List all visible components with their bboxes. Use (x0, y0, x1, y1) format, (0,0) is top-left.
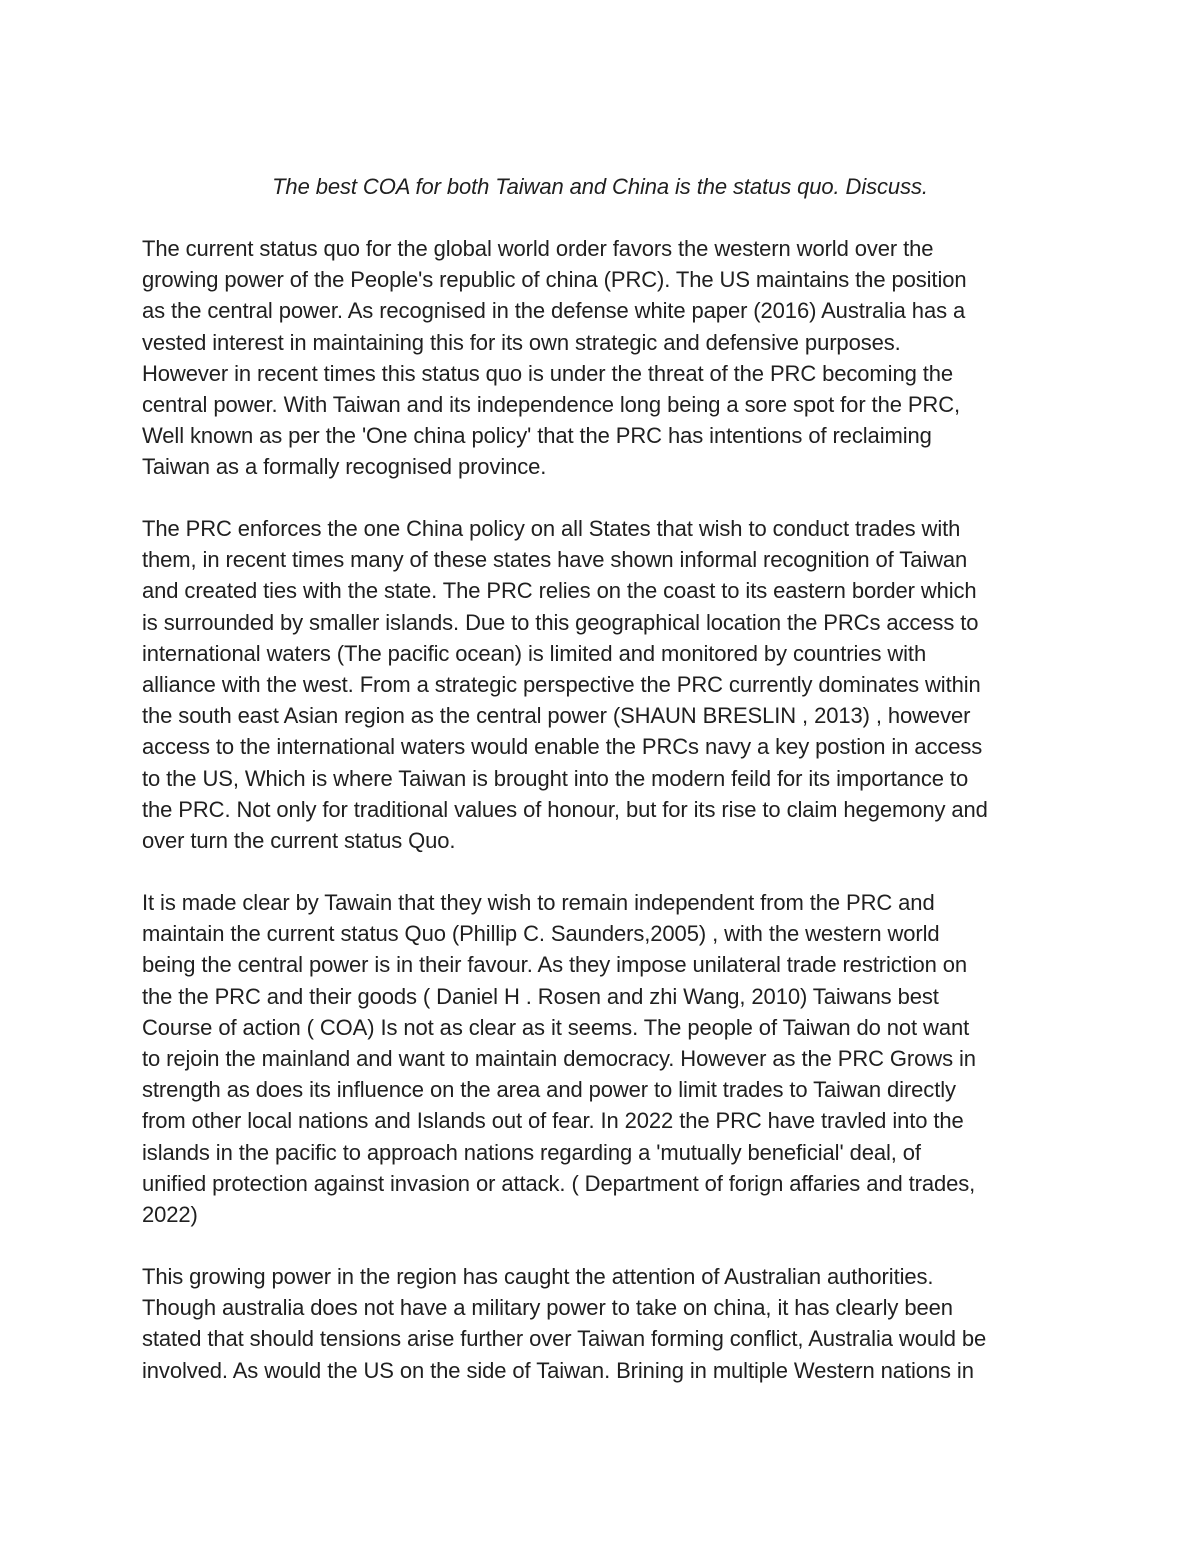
text-line: access to the international waters would enable the PRCs navy a key postion in access (142, 734, 983, 760)
text-line: international waters (The pacific ocean) is limited and monitored by countries with (142, 640, 927, 666)
text-line: Course of action ( COA) Is not as clear as it seems. The people of Taiwan do not want (142, 1014, 970, 1040)
text-line: them, in recent times many of these states have shown informal recognition of Taiwan (142, 547, 968, 573)
paragraph-2 (142, 513, 1072, 856)
text-line: stated that should tensions arise further over Taiwan forming conflict, Australia would be (142, 1326, 987, 1352)
text-line: as the central power. As recognised in the defense white paper (2016) Australia has a (142, 298, 966, 324)
text-line: the PRC. Not only for traditional values of honour, but for its rise to claim hegemony and (142, 796, 988, 822)
text-line: unified protection against invasion or attack. ( Department of forign affaries and trades, (142, 1170, 976, 1196)
text-line: being the central power is in their favour. As they impose unilateral trade restriction on (142, 952, 968, 978)
text-line: growing power of the People's republic of china (PRC). The US maintains the position (142, 267, 967, 293)
text-line: vested interest in maintaining this for its own strategic and defensive purposes. (142, 329, 901, 355)
text-line: central power. With Taiwan and its independence long being a sore spot for the PRC, (142, 391, 961, 417)
paragraph-3 (142, 887, 1072, 1230)
text-line: to rejoin the mainland and want to maintain democracy. However as the PRC Grows in (142, 1045, 976, 1071)
document-title: The best COA for both Taiwan and China is the status quo. Discuss. (272, 174, 928, 199)
text-line: from other local nations and Islands out of fear. In 2022 the PRC have travled into the (142, 1108, 964, 1134)
text-line: alliance with the west. From a strategic perspective the PRC currently dominates within (142, 671, 981, 697)
text-line: It is made clear by Tawain that they wish to remain independent from the PRC and (142, 890, 935, 915)
text-line: to the US, Which is where Taiwan is brought into the modern feild for its importance to (142, 765, 969, 791)
text-line: 2022) (142, 1201, 198, 1227)
paragraph-4 (142, 1261, 1072, 1386)
text-line: Taiwan as a formally recognised province. (142, 454, 547, 480)
text-line: Though australia does not have a military power to take on china, it has clearly been (142, 1295, 953, 1321)
text-line: However in recent times this status quo is under the threat of the PRC becoming the (142, 360, 954, 386)
text-line: Well known as per the 'One china policy' that the PRC has intentions of reclaiming (142, 423, 932, 449)
text-line: the south east Asian region as the central power (SHAUN BRESLIN , 2013) , however (142, 703, 971, 729)
text-line: is surrounded by smaller islands. Due to this geographical location the PRCs access to (142, 609, 979, 635)
text-line: and created ties with the state. The PRC relies on the coast to its eastern border which (142, 578, 977, 604)
text-line: involved. As would the US on the side of Taiwan. Brining in multiple Western nations in (142, 1357, 974, 1383)
paragraph-1 (142, 233, 1072, 483)
text-line: maintain the current status Quo (Phillip C. Saunders,2005) , with the western world (142, 921, 940, 947)
text-line: This growing power in the region has caught the attention of Australian authorities. (142, 1264, 934, 1289)
text-line: The current status quo for the global world order favors the western world over the (142, 236, 934, 261)
text-line: The PRC enforces the one China policy on all States that wish to conduct trades with (142, 516, 961, 541)
text-line: over turn the current status Quo. (142, 827, 456, 853)
text-line: the the PRC and their goods ( Daniel H . Rosen and zhi Wang, 2010) Taiwans best (142, 983, 939, 1009)
text-line: islands in the pacific to approach nations regarding a 'mutually beneficial' deal, of (142, 1139, 921, 1165)
text-line: strength as does its influence on the area and power to limit trades to Taiwan directly (142, 1077, 956, 1103)
